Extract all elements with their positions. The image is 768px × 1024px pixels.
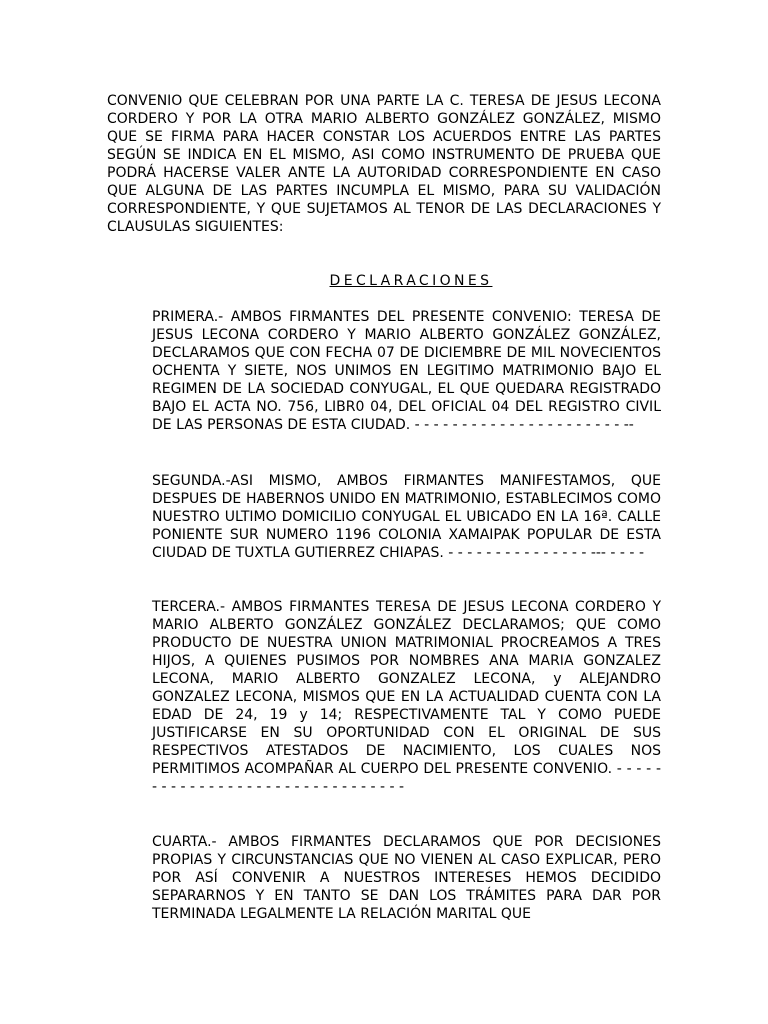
section-heading-declaraciones: DECLARACIONES	[329, 273, 493, 289]
clause-segunda: SEGUNDA.-ASI MISMO, AMBOS FIRMANTES MANIFESTAMOS, QUE DESPUES DE HABERNOS UNIDO EN MATRIMONIO, ESTABLECIMOS COMO NUESTRO ULTIMO DOMICILIO CONYUGAL EL UBICADO EN LA 16ª. CALLE PONIENTE SUR NUMERO 1196 COLONIA XAMAIPAK POPULAR DE ESTA CIUDAD DE TUXTLA GUTIERREZ CHIAPAS. - - - - - - - - - - - - - - - --- - - - -	[152, 473, 661, 561]
clause-cuarta: CUARTA.- AMBOS FIRMANTES DECLARAMOS QUE POR DECISIONES PROPIAS Y CIRCUNSTANCIAS QUE NO VIENEN AL CASO EXPLICAR, PERO POR ASÍ CONVENIR A NUESTROS INTERESES HEMOS DECIDIDO SEPARARNOS Y EN TANTO SE DAN LOS TRÁMITES PARA DAR POR TERMINADA LEGALMENTE LA RELACIÓN MARITAL QUE	[152, 834, 661, 922]
intro-paragraph: CONVENIO QUE CELEBRAN POR UNA PARTE LA C. TERESA DE JESUS LECONA CORDERO Y POR LA OTRA MARIO ALBERTO GONZÁLEZ GONZÁLEZ, MISMO QUE SE FIRMA PARA HACER CONSTAR LOS ACUERDOS ENTRE LAS PARTES SEGÚN SE INDICA EN EL MISMO, ASI COMO INSTRUMENTO DE PRUEBA QUE PODRÁ HACERSE VALER ANTE LA AUTORIDAD CORRESPONDIENTE EN CASO QUE ALGUNA DE LAS PARTES INCUMPLA EL MISMO, PARA SU VALIDACIÓN CORRESPONDIENTE, Y QUE SUJETAMOS AL TENOR DE LAS DECLARACIONES Y CLAUSULAS SIGUIENTES:	[107, 93, 661, 235]
clause-primera: PRIMERA.- AMBOS FIRMANTES DEL PRESENTE CONVENIO: TERESA DE JESUS LECONA CORDERO Y MARIO ALBERTO GONZÁLEZ GONZÁLEZ, DECLARAMOS QUE CON FECHA 07 DE DICIEMBRE DE MIL NOVECIENTOS OCHENTA Y SIETE, NOS UNIMOS EN LEGITIMO MATRIMONIO BAJO EL REGIMEN DE LA SOCIEDAD CONYUGAL, EL QUE QUEDARA REGISTRADO BAJO EL ACTA NO. 756, LIBR0 04, DEL OFICIAL 04 DEL REGISTRO CIVIL DE LAS PERSONAS DE ESTA CIUDAD. - - - - - - - - - - - - - - - - - - - - - - --	[152, 309, 661, 433]
clause-tercera: TERCERA.- AMBOS FIRMANTES TERESA DE JESUS LECONA CORDERO Y MARIO ALBERTO GONZÁLEZ GONZÁLEZ DECLARAMOS; QUE COMO PRODUCTO DE NUESTRA UNION MATRIMONIAL PROCREAMOS A TRES HIJOS, A QUIENES PUSIMOS POR NOMBRES ANA MARIA GONZALEZ LECONA, MARIO ALBERTO GONZALEZ LECONA, y ALEJANDRO GONZALEZ LECONA, MISMOS QUE EN LA ACTUALIDAD CUENTA CON LA EDAD DE 24, 19 y 14; RESPECTIVAMENTE TAL Y COMO PUEDE JUSTIFICARSE EN SU OPORTUNIDAD CON EL ORIGINAL DE SUS RESPECTIVOS ATESTADOS DE NACIMIENTO, LOS CUALES NOS PERMITIMOS ACOMPAÑAR AL CUERPO DEL PRESENTE CONVENIO. - - - - - - - - - - - - - - - - - - - - - - - - - - - - - - - -	[152, 599, 661, 795]
